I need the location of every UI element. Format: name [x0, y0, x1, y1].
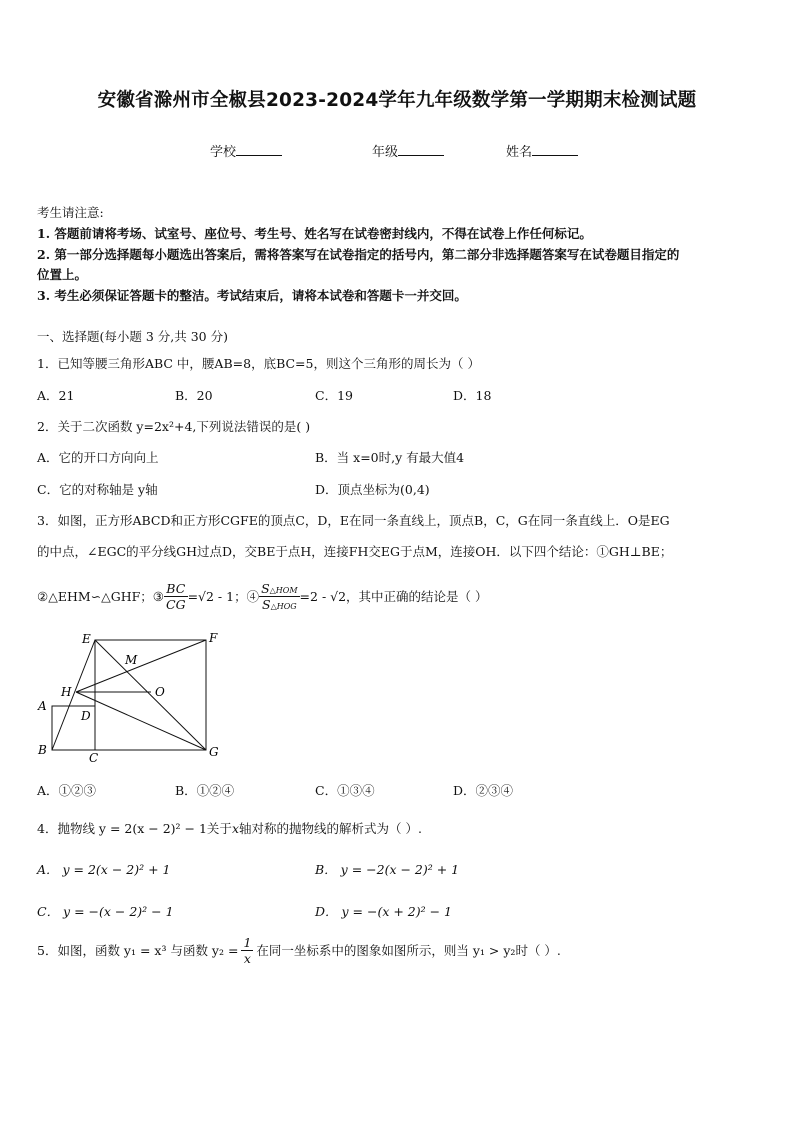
line-be: [52, 640, 95, 750]
q1-option-c[interactable]: C．19: [315, 388, 353, 403]
name-field[interactable]: [506, 141, 578, 160]
q3-option-b[interactable]: B．①②④: [175, 783, 235, 798]
q3-option-c[interactable]: C．①③④: [315, 783, 375, 798]
label-a: A: [38, 699, 47, 713]
q3-option-d[interactable]: D．②③④: [453, 783, 514, 798]
notice-item-3: 3. 考生必须保证答题卡的整洁。考试结束后，请将本试卷和答题卡一并交回。: [37, 288, 467, 303]
label-m: M: [125, 653, 138, 667]
q4-stem: [37, 819, 422, 837]
notice-item-1: 1. 答题前请将考场、试室号、座位号、考生号、姓名写在试卷密封线内，不得在试卷上作任何标记。: [37, 226, 592, 241]
q3-frac4-num: S: [261, 580, 270, 596]
q4-stem-a: 4．抛物线 y = 2(x − 2)² − 1关于: [37, 821, 232, 836]
q3-line-1: 3．如图，正方形ABCD和正方形CGFE的顶点C，D，E在同一条直线上，顶点B，C，G在同一条直线上．O是EG: [37, 513, 670, 528]
q4-stem-x: x: [231, 821, 239, 836]
q3-frac3-num: BC: [164, 581, 188, 597]
q1-option-a[interactable]: A．21: [37, 388, 75, 403]
notice-item-2-cont: 位置上。: [37, 267, 88, 282]
q2-stem: 2．关于二次函数 y=2x²+4,下列说法错误的是( ): [37, 419, 311, 434]
q5-stem: [37, 930, 561, 970]
q3-option-a[interactable]: A．①②③: [37, 783, 97, 798]
q3-conclusion-3-tail: =√2 - 1；④: [187, 589, 260, 604]
q1-option-b[interactable]: B．20: [175, 388, 213, 403]
q2-option-d[interactable]: D．顶点坐标为(0,4): [315, 482, 430, 497]
label-o: O: [155, 685, 165, 699]
q2-option-b[interactable]: B．当 x=0时,y 有最大值4: [315, 450, 465, 465]
grade-field[interactable]: [372, 141, 444, 160]
notice-heading: 考生请注意:: [37, 205, 104, 220]
school-label: 学校: [210, 145, 237, 160]
q3-line-2: 的中点，∠EGC的平分线GH过点D，交BE于点H，连接FH交EG于点M，连接OH．以下四个结论：①GH⊥BE；: [37, 544, 673, 559]
label-e: E: [82, 632, 91, 646]
name-label: 姓名: [506, 145, 533, 160]
q1-stem: 1．已知等腰三角形ABC 中，腰AB=8，底BC=5，则这个三角形的周长为（ ）: [37, 356, 480, 371]
q4-option-b[interactable]: B． y = −2(x − 2)² + 1: [315, 862, 460, 877]
label-f: F: [209, 631, 218, 645]
label-c: C: [89, 751, 99, 765]
label-d: D: [81, 709, 91, 723]
q4-option-c[interactable]: C． y = −(x − 2)² − 1: [37, 904, 174, 919]
school-blank[interactable]: [236, 143, 282, 156]
section-heading: 一、选择题(每小题 3 分,共 30 分): [37, 329, 228, 344]
q5-stem-b: 在同一坐标系中的图象如图所示，则当 y₁ > y₂时（ ）.: [256, 943, 561, 958]
grade-blank[interactable]: [398, 143, 444, 156]
q5-frac-num: 1: [243, 934, 252, 950]
grade-label: 年级: [372, 145, 399, 160]
q5-stem-a: 5．如图，函数 y₁ = x³ 与函数 y₂ =: [37, 943, 239, 958]
label-g: G: [209, 745, 219, 759]
q3-geometry-figure: [30, 628, 230, 768]
q3-conclusion-4-tail: =2 - √2，其中正确的结论是（ ）: [299, 589, 488, 604]
q3-frac4-num-sub: △HOM: [269, 585, 298, 595]
label-h: H: [61, 685, 72, 699]
q2-option-a[interactable]: A．它的开口方向向上: [37, 450, 159, 465]
q3-frac4-den: S: [261, 596, 271, 612]
name-blank[interactable]: [532, 143, 578, 156]
q3-frac3-den: CG: [166, 596, 186, 612]
page-title: 安徽省滁州市全椒县2023-2024学年九年级数学第一学期期末检测试题: [97, 90, 697, 111]
q5-frac-den: x: [243, 950, 251, 966]
q3-fraction-4: [259, 581, 299, 612]
q5-fraction: [241, 935, 253, 966]
q3-fraction-3: [164, 581, 188, 612]
school-field[interactable]: [210, 141, 282, 160]
q2-option-c[interactable]: C．它的对称轴是 y轴: [37, 482, 158, 497]
label-b: B: [38, 743, 47, 757]
q1-option-d[interactable]: D．18: [453, 388, 492, 403]
q3-conclusion-2: ②△EHM∽△GHF；③: [37, 589, 164, 604]
line-eg: [95, 640, 206, 750]
q4-option-d[interactable]: D． y = −(x + 2)² − 1: [315, 904, 453, 919]
q3-line-3: [37, 574, 488, 618]
q4-option-a[interactable]: A． y = 2(x − 2)² + 1: [37, 862, 171, 877]
q4-stem-b: 轴对称的抛物线的解析式为（ ）.: [239, 821, 422, 836]
notice-item-2: 2. 第一部分选择题每小题选出答案后，需将答案写在试卷指定的括号内，第二部分非选择题答案写在试卷题目指定的: [37, 247, 680, 262]
q3-frac4-den-sub: △HOG: [270, 601, 297, 611]
